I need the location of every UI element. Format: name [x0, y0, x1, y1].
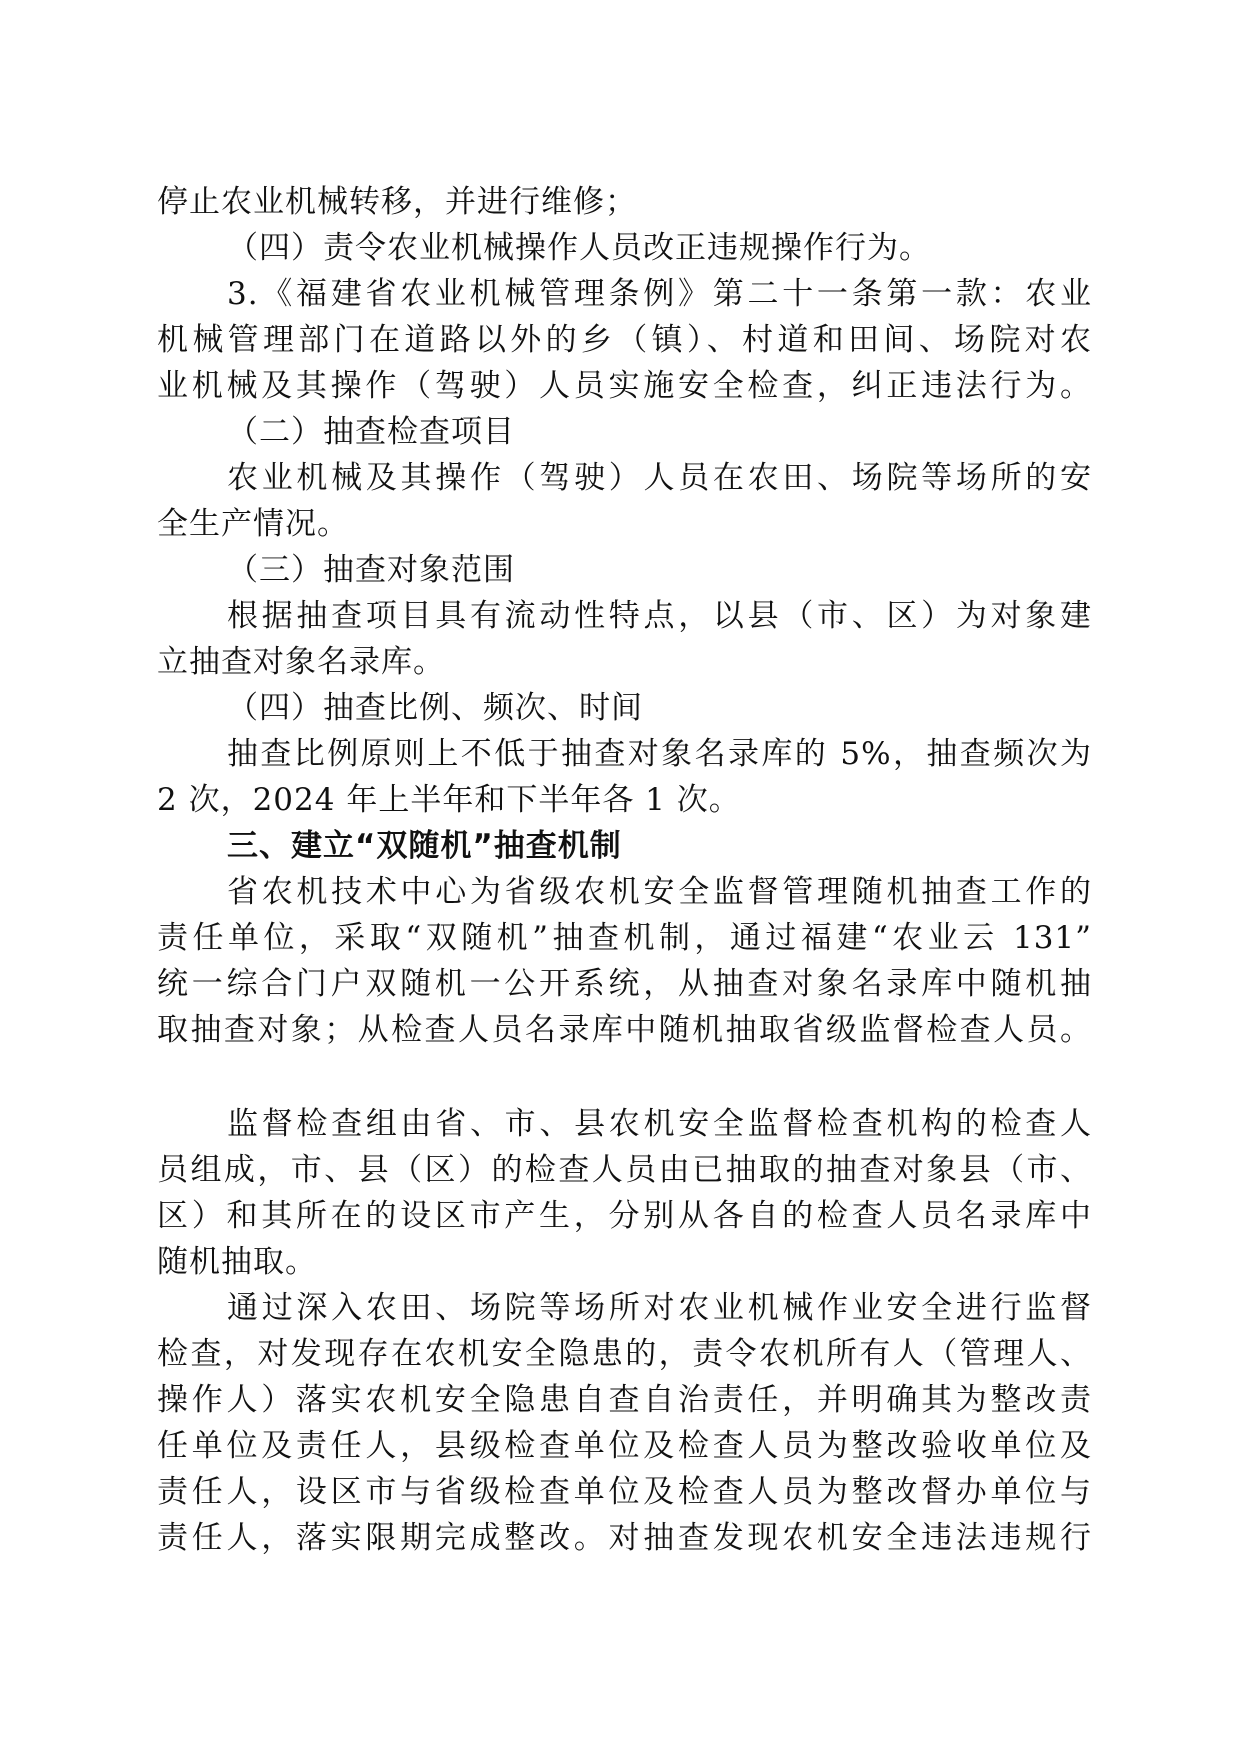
text-line: 全生产情况。: [157, 506, 349, 542]
text-line: 检查，对发现存在农机安全隐患的，责令农机所有人（管理人、: [157, 1336, 1092, 1372]
text-line: 3.《福建省农业机械管理条例》第二十一条第一款：农业: [227, 276, 1092, 312]
text-line: 监督检查组由省、市、县农机安全监督检查机构的检查人: [227, 1106, 1092, 1142]
text-line: 随机抽取。: [157, 1244, 317, 1280]
text-line: 责任人，设区市与省级检查单位及检查人员为整改督办单位与: [157, 1474, 1092, 1510]
text-line: 通过深入农田、场院等场所对农业机械作业安全进行监督: [227, 1290, 1092, 1326]
text-line: 取抽查对象；从检查人员名录库中随机抽取省级监督检查人员。: [157, 1012, 1092, 1048]
text-line: 责任单位，采取“双随机”抽查机制，通过福建“农业云 131”: [157, 920, 1092, 956]
text-line: 任单位及责任人，县级检查单位及检查人员为整改验收单位及: [157, 1428, 1092, 1464]
text-line: 省农机技术中心为省级农机安全监督管理随机抽查工作的: [227, 874, 1092, 910]
text-line: 区）和其所在的设区市产生，分别从各自的检查人员名录库中: [157, 1198, 1092, 1234]
text-line: 根据抽查项目具有流动性特点，以县（市、区）为对象建: [227, 598, 1092, 634]
section-heading: （二）抽查检查项目: [227, 414, 515, 450]
text-line: 机械管理部门在道路以外的乡（镇）、村道和田间、场院对农: [157, 322, 1092, 358]
text-line: 业机械及其操作（驾驶）人员实施安全检查，纠正违法行为。: [157, 368, 1092, 404]
text-line: 统一综合门户双随机一公开系统，从抽查对象名录库中随机抽: [157, 966, 1092, 1002]
text-line: 员组成，市、县（区）的检查人员由已抽取的抽查对象县（市、: [157, 1152, 1092, 1188]
text-line: 操作人）落实农机安全隐患自查自治责任，并明确其为整改责: [157, 1382, 1092, 1418]
text-line: 立抽查对象名录库。: [157, 644, 445, 680]
text-line: 责任人，落实限期完成整改。对抽查发现农机安全违法违规行: [157, 1520, 1092, 1556]
chapter-heading: 三、建立“双随机”抽查机制: [227, 828, 622, 864]
text-line: 抽查比例原则上不低于抽查对象名录库的 5%，抽查频次为: [227, 736, 1092, 772]
section-heading: （三）抽查对象范围: [227, 552, 515, 588]
text-line: （四）责令农业机械操作人员改正违规操作行为。: [227, 230, 931, 266]
section-heading: （四）抽查比例、频次、时间: [227, 690, 643, 726]
text-line: 停止农业机械转移，并进行维修；: [157, 184, 637, 220]
text-line: 农业机械及其操作（驾驶）人员在农田、场院等场所的安: [227, 460, 1092, 496]
text-line: 2 次，2024 年上半年和下半年各 1 次。: [157, 782, 741, 818]
